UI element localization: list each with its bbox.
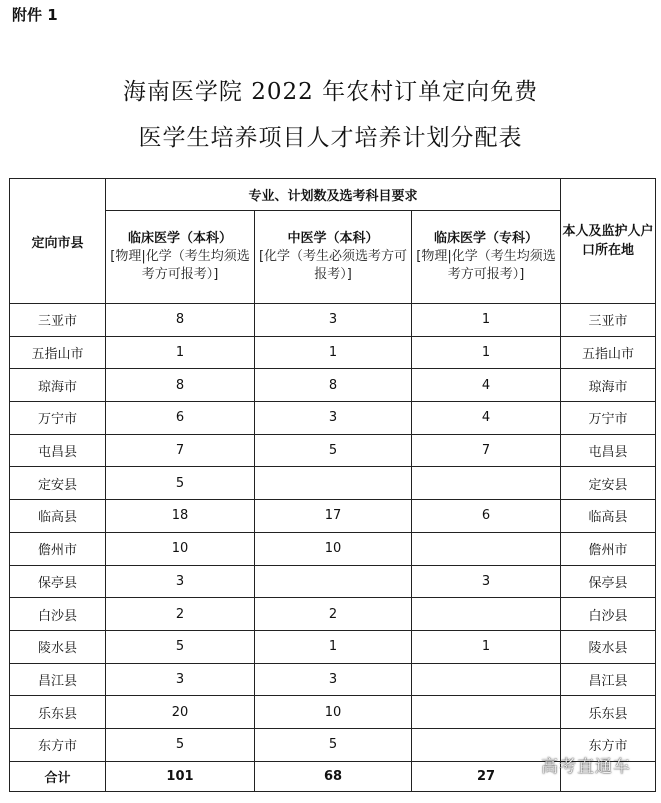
tcm-bachelor-count: 1 [255, 630, 412, 663]
table-row [10, 336, 656, 369]
clinical-bachelor-count: 2 [106, 598, 255, 631]
header-major-clinical-bachelor [106, 211, 255, 304]
county-cell: 昌江县 [10, 663, 106, 696]
total-clinical-bachelor: 101 [106, 761, 255, 791]
header-major-group: 专业、计划数及选考科目要求 [106, 179, 561, 211]
residence-cell: 定安县 [561, 467, 656, 500]
county-cell: 东方市 [10, 728, 106, 761]
clinical-bachelor-count: 3 [106, 565, 255, 598]
clinical-bachelor-count: 3 [106, 663, 255, 696]
clinical-bachelor-count: 20 [106, 696, 255, 729]
clinical-associate-count: 3 [412, 565, 561, 598]
residence-cell: 东方市 [561, 728, 656, 761]
clinical-bachelor-count: 8 [106, 304, 255, 337]
tcm-bachelor-count: 17 [255, 500, 412, 533]
clinical-bachelor-count: 10 [106, 532, 255, 565]
tcm-bachelor-count: 10 [255, 532, 412, 565]
major-requirement: [物理|化学（考生均须选考方可报考）] [416, 249, 556, 282]
tcm-bachelor-count [255, 467, 412, 500]
county-cell: 陵水县 [10, 630, 106, 663]
county-cell: 保亭县 [10, 565, 106, 598]
residence-cell: 陵水县 [561, 630, 656, 663]
header-residence: 本人及监护人户口所在地 [561, 179, 656, 304]
residence-cell: 临高县 [561, 500, 656, 533]
watermark-text: 高考直通车 [541, 757, 631, 777]
major-name: 临床医学（专科） [433, 231, 538, 246]
county-cell: 定安县 [10, 467, 106, 500]
clinical-bachelor-count: 1 [106, 336, 255, 369]
tcm-bachelor-count: 3 [255, 663, 412, 696]
tcm-bachelor-count: 5 [255, 434, 412, 467]
table-row [10, 630, 656, 663]
tcm-bachelor-count: 10 [255, 696, 412, 729]
total-label: 合计 [10, 761, 106, 791]
table-row [10, 532, 656, 565]
major-requirement: [化学（考生必须选考方可报考）] [258, 249, 408, 282]
table-row [10, 565, 656, 598]
clinical-bachelor-count: 7 [106, 434, 255, 467]
clinical-associate-count [412, 598, 561, 631]
total-tcm-bachelor: 68 [255, 761, 412, 791]
residence-cell: 保亭县 [561, 565, 656, 598]
residence-cell: 乐东县 [561, 696, 656, 729]
table-row [10, 500, 656, 533]
total-clinical-associate: 27 [412, 761, 561, 791]
clinical-associate-count: 1 [412, 304, 561, 337]
table-row [10, 402, 656, 435]
tcm-bachelor-count: 3 [255, 402, 412, 435]
attachment-label: 附件 1 [12, 6, 58, 24]
major-name: 临床医学（本科） [127, 231, 232, 246]
table-row [10, 304, 656, 337]
clinical-associate-count: 7 [412, 434, 561, 467]
tcm-bachelor-count: 3 [255, 304, 412, 337]
county-cell: 屯昌县 [10, 434, 106, 467]
county-cell: 乐东县 [10, 696, 106, 729]
tcm-bachelor-count: 8 [255, 369, 412, 402]
table-row [10, 598, 656, 631]
clinical-associate-count [412, 728, 561, 761]
clinical-associate-count: 4 [412, 402, 561, 435]
clinical-associate-count: 1 [412, 336, 561, 369]
county-cell: 儋州市 [10, 532, 106, 565]
document-title-line-2: 医学生培养项目人才培养计划分配表 [138, 125, 523, 151]
residence-cell: 儋州市 [561, 532, 656, 565]
residence-cell: 琼海市 [561, 369, 656, 402]
residence-cell: 五指山市 [561, 336, 656, 369]
residence-cell: 屯昌县 [561, 434, 656, 467]
header-major-tcm-bachelor [255, 211, 412, 304]
table-row [10, 696, 656, 729]
residence-cell: 三亚市 [561, 304, 656, 337]
tcm-bachelor-count: 2 [255, 598, 412, 631]
county-cell: 五指山市 [10, 336, 106, 369]
clinical-associate-count: 1 [412, 630, 561, 663]
tcm-bachelor-count [255, 565, 412, 598]
clinical-associate-count [412, 532, 561, 565]
clinical-associate-count [412, 663, 561, 696]
table-row [10, 663, 656, 696]
tcm-bachelor-count: 1 [255, 336, 412, 369]
county-cell: 万宁市 [10, 402, 106, 435]
table-row [10, 369, 656, 402]
clinical-bachelor-count: 5 [106, 728, 255, 761]
header-county: 定向市县 [10, 179, 106, 304]
header-major-clinical-associate [412, 211, 561, 304]
clinical-associate-count [412, 467, 561, 500]
major-requirement: [物理|化学（考生均须选考方可报考）] [110, 249, 250, 282]
county-cell: 白沙县 [10, 598, 106, 631]
allocation-table [9, 178, 656, 792]
clinical-associate-count: 6 [412, 500, 561, 533]
major-name: 中医学（本科） [287, 231, 379, 246]
county-cell: 临高县 [10, 500, 106, 533]
clinical-bachelor-count: 6 [106, 402, 255, 435]
county-cell: 三亚市 [10, 304, 106, 337]
county-cell: 琼海市 [10, 369, 106, 402]
tcm-bachelor-count: 5 [255, 728, 412, 761]
clinical-bachelor-count: 5 [106, 467, 255, 500]
table-row [10, 434, 656, 467]
clinical-associate-count: 4 [412, 369, 561, 402]
residence-cell: 万宁市 [561, 402, 656, 435]
clinical-bachelor-count: 18 [106, 500, 255, 533]
table-row [10, 467, 656, 500]
clinical-associate-count [412, 696, 561, 729]
residence-cell: 白沙县 [561, 598, 656, 631]
document-title-line-1: 海南医学院 2022 年农村订单定向免费 [122, 79, 539, 105]
clinical-bachelor-count: 5 [106, 630, 255, 663]
residence-cell: 昌江县 [561, 663, 656, 696]
clinical-bachelor-count: 8 [106, 369, 255, 402]
